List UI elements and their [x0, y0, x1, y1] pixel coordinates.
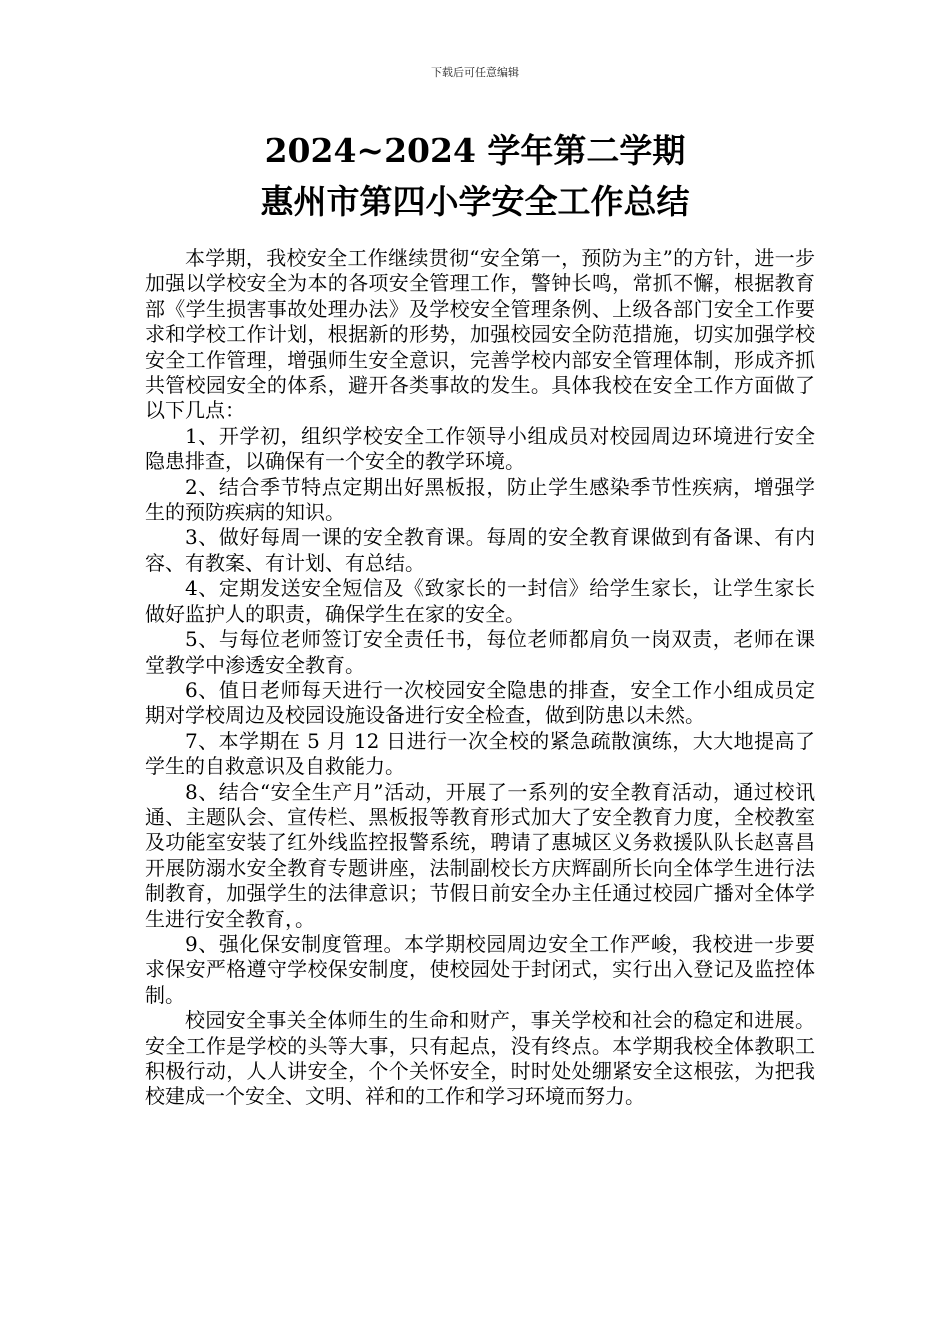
header-note: 下载后可任意编辑	[431, 66, 519, 79]
item-paragraph-5: 5、与每位老师签订安全责任书，每位老师都肩负一岗双责，老师在课堂教学中渗透安全教育。	[145, 627, 815, 677]
item-paragraph-4: 4、定期发送安全短信及《致家长的一封信》给学生家长，让学生家长做好监护人的职责，确保学生在家的安全。	[145, 576, 815, 626]
item-paragraph-9: 9、强化保安制度管理。本学期校园周边安全工作严峻，我校进一步要求保安严格遵守学校保安制度，使校园处于封闭式，实行出入登记及监控体制。	[145, 931, 815, 1007]
item-paragraph-2: 2、结合季节特点定期出好黑板报，防止学生感染季节性疾病，增强学生的预防疾病的知识。	[145, 474, 815, 525]
document-title-line-2: 惠州市第四小学安全工作总结	[260, 182, 690, 221]
document-title-line-1: 2024~2024 学年第二学期	[264, 131, 686, 170]
item-paragraph-7: 7、本学期在 5 月 12 日进行一次全校的紧急疏散演练，大大地提高了学生的自救意识及自救能力。	[145, 728, 815, 779]
item-paragraph-3: 3、做好每周一课的安全教育课。每周的安全教育课做到有备课、有内容、有教案、有计划、有总结。	[145, 525, 815, 575]
item-paragraph-6: 6、值日老师每天进行一次校园安全隐患的排查，安全工作小组成员定期对学校周边及校园设施设备进行安全检查，做到防患以未然。	[145, 677, 815, 728]
conclusion-paragraph: 校园安全事关全体师生的生命和财产，事关学校和社会的稳定和进展。安全工作是学校的头等大事，只有起点，没有终点。本学期我校全体教职工积极行动，人人讲安全，个个关怀安全，时时处处绷紧安全这根弦，为把我校建成一个安全、文明、祥和的工作和学习环境而努力。	[145, 1008, 815, 1109]
intro-paragraph: 本学期，我校安全工作继续贯彻“安全第一，预防为主”的方针，进一步加强以学校安全为本的各项安全管理工作，警钟长鸣，常抓不懈，根据教育部《学生损害事故处理办法》及学校安全管理条例、上级各部门安全工作要求和学校工作计划，根据新的形势，加强校园安全防范措施，切实加强学校安全工作管理，增强师生安全意识，完善学校内部安全管理体制，形成齐抓共管校园安全的体系，避开各类事故的发生。具体我校在安全工作方面做了以下几点：	[145, 246, 815, 423]
item-paragraph-1: 1、开学初，组织学校安全工作领导小组成员对校园周边环境进行安全隐患排查，以确保有一个安全的教学环境。	[145, 423, 815, 474]
item-paragraph-8: 8、结合“安全生产月”活动，开展了一系列的安全教育活动，通过校讯通、主题队会、宣传栏、黑板报等教育形式加大了安全教育力度，全校教室及功能室安装了红外线监控报警系统，聘请了惠城区义务救援队队长赵喜昌开展防溺水安全教育专题讲座，法制副校长方庆辉副所长向全体学生进行法制教育，加强学生的法律意识；节假日前安全办主任通过校园广播对全体学生进行安全教育，。	[145, 779, 815, 931]
document-body	[145, 246, 815, 1110]
